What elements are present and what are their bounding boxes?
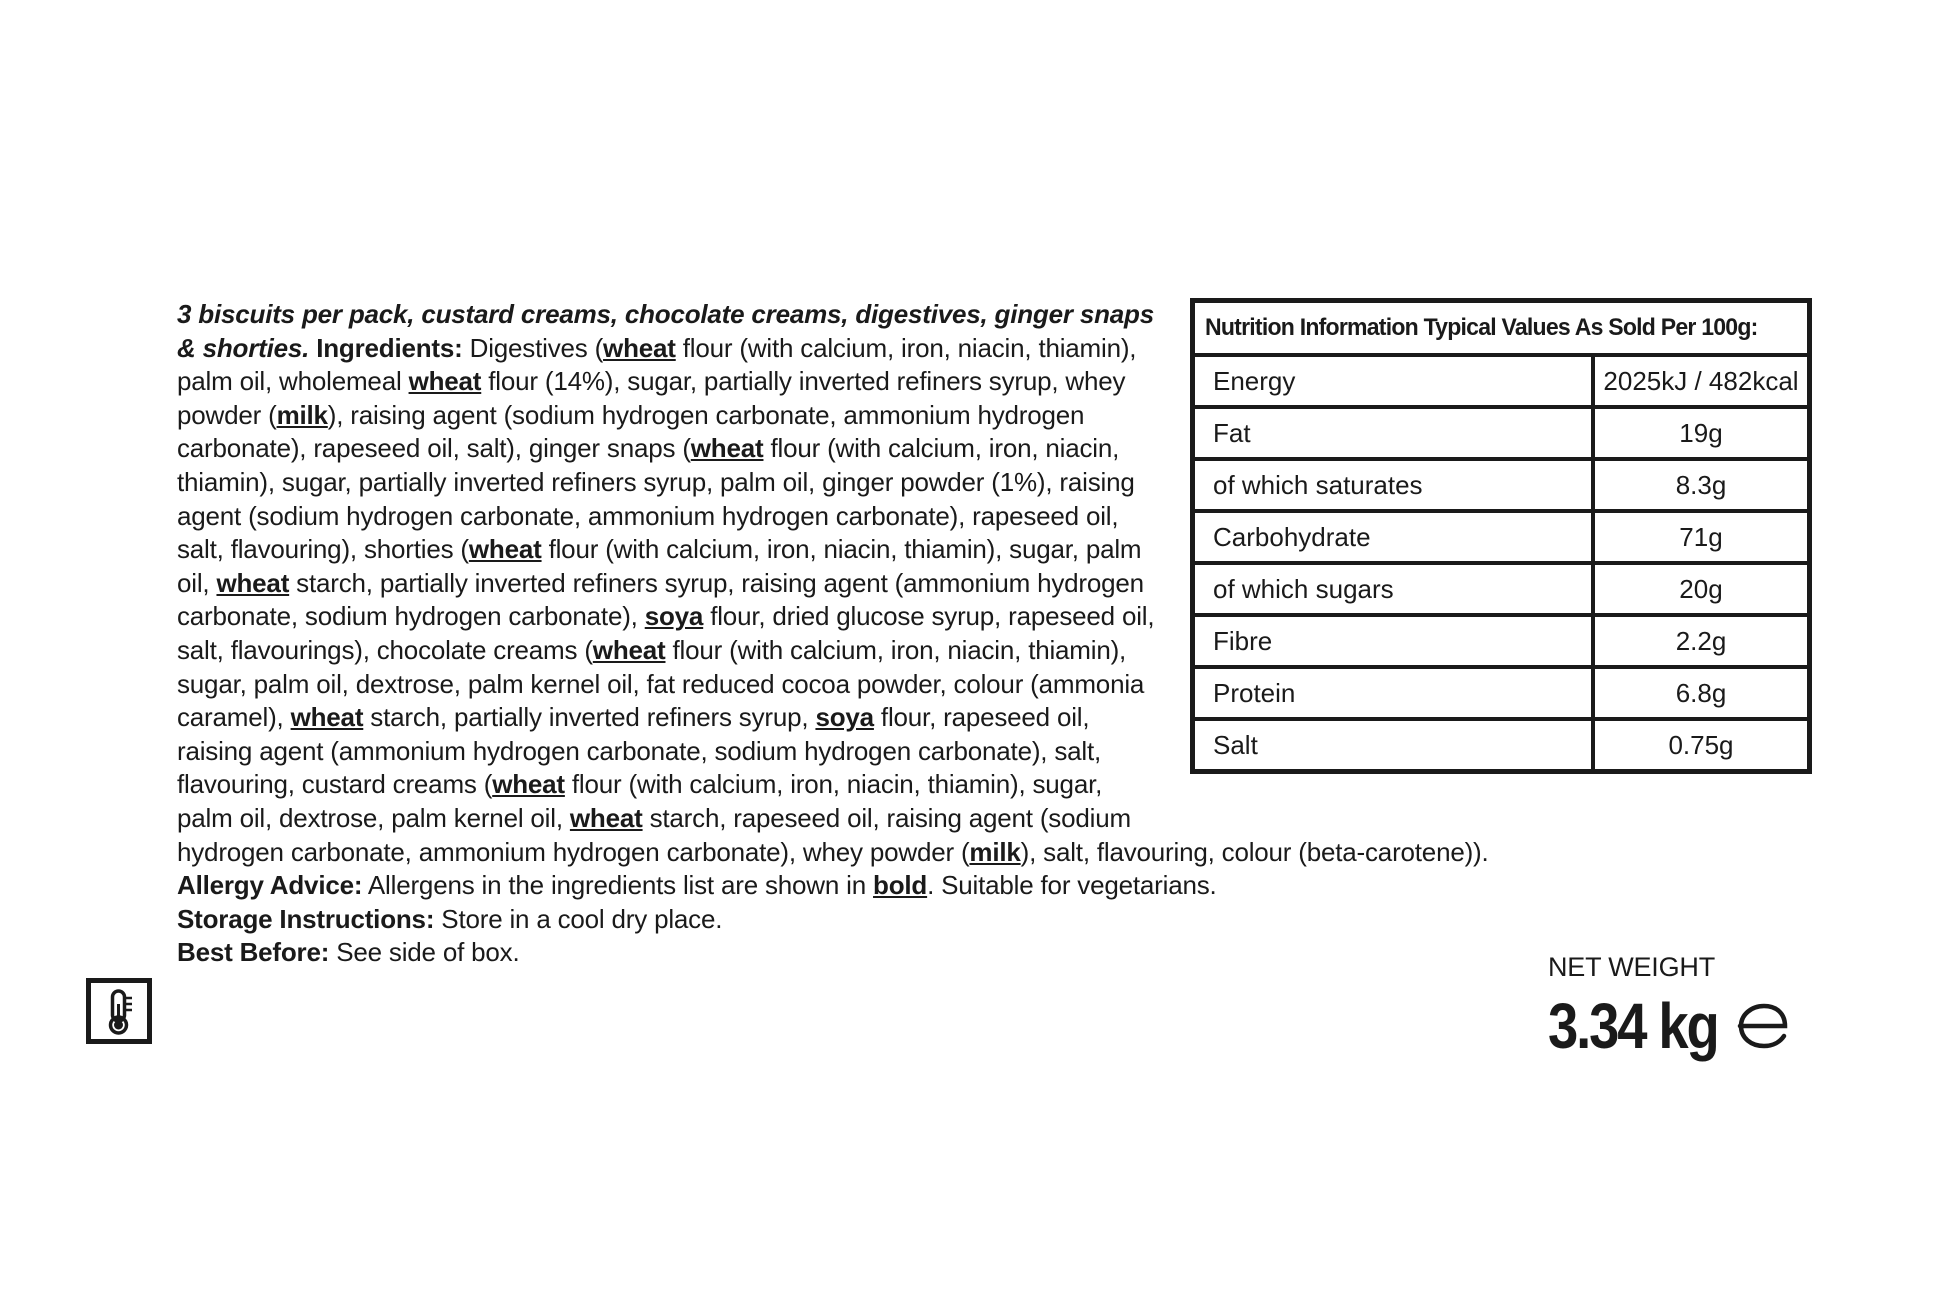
nutrient-name: Energy xyxy=(1193,355,1594,407)
nutrition-row-energy xyxy=(1193,355,1810,407)
storage-instructions-label: Storage Instructions: xyxy=(177,903,435,934)
nutrient-value: 2.2g xyxy=(1593,615,1810,667)
nutrition-row-fibre xyxy=(1193,615,1810,667)
allergen-wheat: wheat xyxy=(468,534,542,565)
allergen-milk: milk xyxy=(276,399,328,430)
allergen-wheat: wheat xyxy=(592,634,666,665)
nutrient-value: 6.8g xyxy=(1593,667,1810,719)
nutrient-value: 0.75g xyxy=(1593,719,1810,772)
allergy-advice-label: Allergy Advice: xyxy=(177,870,363,901)
nutrition-row-sugars xyxy=(1193,563,1810,615)
net-weight-value: 3.34 kg xyxy=(1548,990,1718,1062)
nutrient-value: 71g xyxy=(1593,511,1810,563)
allergy-advice: Allergy Advice: Allergens in the ingredients list are shown in bold. Suitable for vegetarians. xyxy=(177,870,1217,901)
net-weight-label: NET WEIGHT xyxy=(1548,952,1716,982)
net-weight-row xyxy=(1548,989,1828,1063)
allergy-bold-word: bold xyxy=(873,870,928,901)
nutrient-name: Salt xyxy=(1193,719,1594,772)
allergen-wheat: wheat xyxy=(603,332,676,363)
allergen-wheat: wheat xyxy=(492,769,565,800)
nutrient-name: Protein xyxy=(1193,667,1594,719)
nutrient-name: Carbohydrate xyxy=(1193,511,1594,563)
allergen-wheat: wheat xyxy=(408,366,482,397)
allergen-soya: soya xyxy=(815,702,874,733)
ingredients-label: Ingredients: xyxy=(316,332,463,363)
nutrition-header: Nutrition Information Typical Values As Sold Per 100g: xyxy=(1193,301,1785,356)
nutrition-row-carbohydrate xyxy=(1193,511,1810,563)
nutrient-value: 8.3g xyxy=(1593,459,1810,511)
e-mark-icon xyxy=(1734,1001,1792,1051)
ingredients-text: Digestives (wheat flour (with calcium, iron, niacin, thiamin), palm oil, wholemeal wheat flour (14%), sugar, partially inverted refiners syrup, whey powder (milk), raising agent (sodium hydrogen carbonate, ammonium hydrogen carbonate), rapeseed oil, salt), ginger snaps (wheat flour (with calcium, iron, niacin, thiamin), sugar, partially inverted refiners syrup, palm oil, ginger powder (1%), raising agent (sodium hydrogen carbonate, ammonium hydrogen carbonate), rapeseed oil, salt, flavouring), shorties (wheat flour (with calcium, iron, niacin, thiamin), sugar, palm oil, wheat starch, partially inverted refiners syrup, raising agent (ammonium hydrogen carbonate, sodium hydrogen carbonate), soya flour, dried glucose syrup, rapeseed oil, salt, flavourings), chocolate creams (wheat flour (with calcium, iron, niacin, thiamin), sugar, palm oil, dextrose, palm kernel oil, fat reduced cocoa powder, colour (ammonia caramel), wheat starch, partially inverted refiners syrup, soya flour, rapeseed oil, raising agent (ammonium hydrogen carbonate, sodium hydrogen carbonate), salt, flavouring, custard creams (wheat flour (with calcium, iron, niacin, thiamin), sugar, palm oil, dextrose, palm kernel oil, wheat starch, rapeseed oil, raising agent (sodium hydrogen carbonate, ammonium hydrogen carbonate), whey powder (milk), salt, flavouring, colour (beta-carotene)). xyxy=(177,332,1489,867)
nutrition-row-saturates xyxy=(1193,459,1810,511)
nutrient-name: of which sugars xyxy=(1193,563,1594,615)
best-before-label: Best Before: xyxy=(177,937,330,968)
allergen-wheat: wheat xyxy=(690,433,764,464)
nutrition-row-fat xyxy=(1193,407,1810,459)
allergen-wheat: wheat xyxy=(290,702,364,733)
nutrition-header-row xyxy=(1193,301,1810,356)
nutrition-row-salt xyxy=(1193,719,1810,772)
allergen-wheat: wheat xyxy=(569,802,643,833)
nutrition-row-protein xyxy=(1193,667,1810,719)
nutrition-table xyxy=(1190,298,1812,774)
best-before: Best Before: See side of box. xyxy=(177,937,520,968)
allergen-soya: soya xyxy=(644,601,704,632)
nutrient-value: 19g xyxy=(1593,407,1810,459)
nutrient-name: Fibre xyxy=(1193,615,1594,667)
nutrient-name: Fat xyxy=(1193,407,1594,459)
allergen-wheat: wheat xyxy=(216,567,290,598)
nutrient-name: of which saturates xyxy=(1193,459,1594,511)
nutrient-value: 20g xyxy=(1593,563,1810,615)
net-weight-block xyxy=(1548,952,1828,1063)
pack-description: 3 biscuits per pack, custard creams, chocolate creams, digestives, ginger snaps & shorties. xyxy=(177,299,1154,363)
allergen-milk: milk xyxy=(969,836,1021,867)
storage-instructions: Storage Instructions: Store in a cool dry place. xyxy=(177,903,723,934)
nutrient-value: 2025kJ / 482kcal xyxy=(1593,355,1810,407)
thermometer-icon xyxy=(86,978,152,1044)
